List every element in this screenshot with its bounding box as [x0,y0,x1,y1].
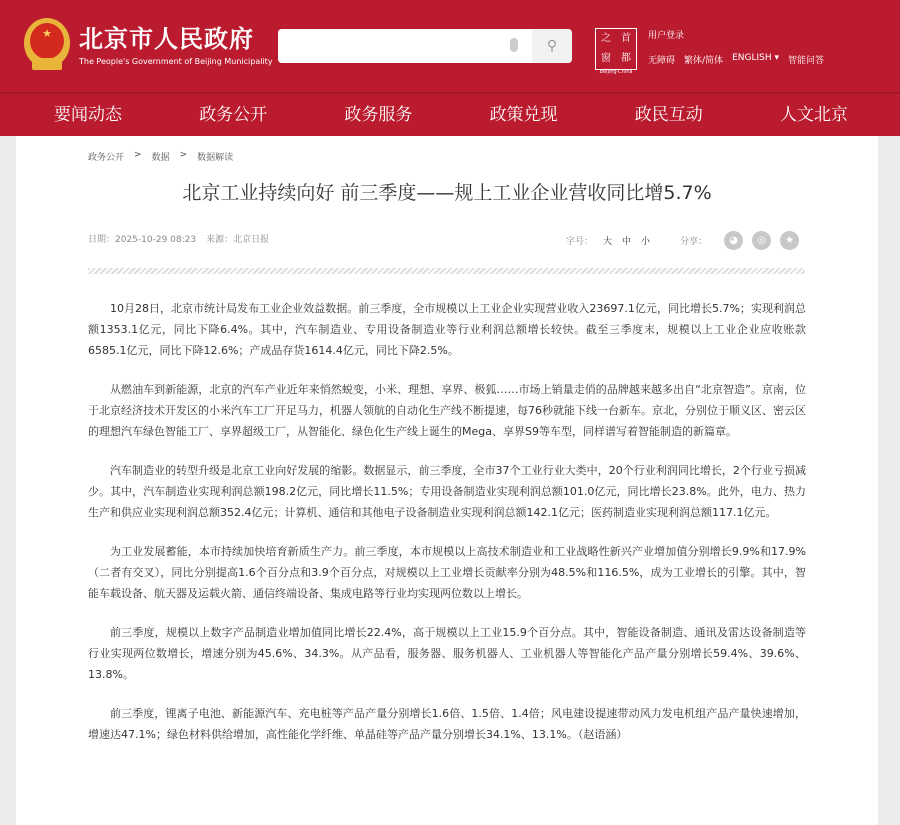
font-size-label: 字号： [566,237,594,247]
paragraph: 前三季度，规模以上数字产品制造业增加值同比增长22.4%，高于规模以上工业15.9个百分点。其中，智能设备制造、通讯及雷达设备制造等行业实现两位数增长，增速分别为45.6%、34.3%。从产品看，服务器、服务机器人、工业机器人等智能化产品产量分别增长59.4%、39.6%、13.8%。 [88,626,806,681]
paragraph: 汽车制造业的转型升级是北京工业向好发展的缩影。数据显示，前三季度，全市37个工业行业大类中，20个行业利润同比增长，2个行业亏损减少。其中，汽车制造业实现利润总额198.2亿元，同比增长11.5%；专用设备制造业实现利润总额101.0亿元，同比增长23.8%。此外，电力、热力生产和供应业实现利润总额352.4亿元；计算机、通信和其他电子设备制造业实现利润总额142.1亿元；医药制造业实现利润总额117.1亿元。 [88,464,806,519]
site-name: 北京市人民政府 [79,24,254,53]
capital-window-logo[interactable] [595,28,637,70]
paragraph: 10月28日，北京市统计局发布工业企业效益数据。前三季度，全市规模以上工业企业实现营业收入23697.1亿元，同比增长5.7%；实现利润总额1353.1亿元，同比下降6.4%。其中，汽车制造业、专用设备制造业等行业利润总额增长较快。截至三季度末，规模以上工业企业应收账款6585.1亿元，同比下降12.6%；产成品存货1614.4亿元，同比下降2.5%。 [88,302,806,357]
accessibility-link[interactable]: 无障碍 [648,56,676,66]
share-label: 分享： [680,237,708,247]
divider [88,268,805,274]
site-header [0,0,900,92]
english-dropdown[interactable]: ENGLISH ▾ [732,53,779,63]
weibo-icon[interactable]: ◎ [752,231,771,250]
seal-char: 首 [621,33,631,44]
breadcrumb-separator: > [134,150,142,160]
site-logo[interactable] [22,18,273,72]
search-box [278,29,572,63]
article-date: 日期：2025-10-29 08:23 [88,235,197,245]
traditional-simplified-link[interactable]: 繁体/简体 [684,56,724,66]
wechat-icon[interactable]: ◕ [724,231,743,250]
national-emblem-icon: ★ [22,18,72,72]
nav-gov-affairs[interactable]: 政务公开 [199,105,268,125]
nav-interaction[interactable]: 政民互动 [634,105,703,125]
main-nav [0,92,900,136]
paragraph: 为工业发展蓄能，本市持续加快培育新质生产力。前三季度，本市规模以上高技术制造业和工业战略性新兴产业增加值分别增长9.9%和17.9%（二者有交叉），同比分别提高1.6个百分点和3.9个百分点，对规模以上工业增长贡献率分别为48.5%和116.5%，成为工业增长的引擎。其中，智能车载设备、航天器及运载火箭、通信终端设备、集成电路等行业均实现两位数以上增长。 [88,545,806,600]
article-source: 来源：北京日报 [206,235,270,245]
breadcrumb-gov-affairs[interactable]: 政务公开 [88,153,125,163]
search-button[interactable]: ⚲ [532,29,572,63]
seal-char: 之 [601,33,611,44]
breadcrumb-data-interpretation[interactable]: 数据解读 [197,153,234,163]
paragraph: 从燃油车到新能源，北京的汽车产业近年来悄然蜕变，小米、理想、享界、极狐……市场上销量走俏的品牌越来越多出自“北京智造”。京南，位于北京经济技术开发区的小米汽车工厂开足马力，机器人领航的自动化生产线不断提速，每76秒就能下线一台新车。京北，分别位于顺义区、密云区的理想汽车绿色智能工厂、享界超级工厂，从智能化、绿色化生产线上诞生的Mega、享界S9等车型，同样谱写着智能制造的新篇章。 [88,383,806,438]
paragraph: 前三季度，锂离子电池、新能源汽车、充电桩等产品产量分别增长1.6倍、1.5倍、1.4倍；风电建设提速带动风力发电机组产品产量快速增加，增速达47.1%；绿色材料供给增加，高性能化学纤维、单晶硅等产品产量分别增长34.1%、13.1%。（赵语涵） [88,707,806,741]
font-medium-button[interactable]: 中 [622,237,632,247]
font-large-button[interactable]: 大 [603,237,613,247]
smart-qa-link[interactable]: 智能问答 [787,56,824,66]
nav-news[interactable]: 要闻动态 [54,105,122,125]
user-login-link[interactable]: 用户登录 [648,31,685,41]
site-name-en: The People's Government of Beijing Municipality [79,56,273,66]
search-input[interactable] [278,29,498,63]
seal-char: 窗 [601,53,611,64]
favorite-star-icon[interactable]: ★ [780,231,799,250]
content-area [16,136,878,825]
font-small-button[interactable]: 小 [641,237,651,247]
breadcrumb-data[interactable]: 数据 [151,153,170,163]
seal-caption: Beijing·China [599,69,633,75]
seal-char: 都 [621,53,631,64]
article-body [88,298,806,763]
article-title: 北京工业持续向好 前三季度——规上工业企业营收同比增5.7% [182,182,712,204]
breadcrumb-separator: > [179,150,188,160]
nav-gov-services[interactable]: 政务服务 [344,105,413,125]
nav-policy[interactable]: 政策兑现 [489,105,558,125]
nav-culture[interactable]: 人文北京 [779,105,848,125]
breadcrumb [88,150,233,163]
microphone-icon[interactable] [510,38,518,52]
